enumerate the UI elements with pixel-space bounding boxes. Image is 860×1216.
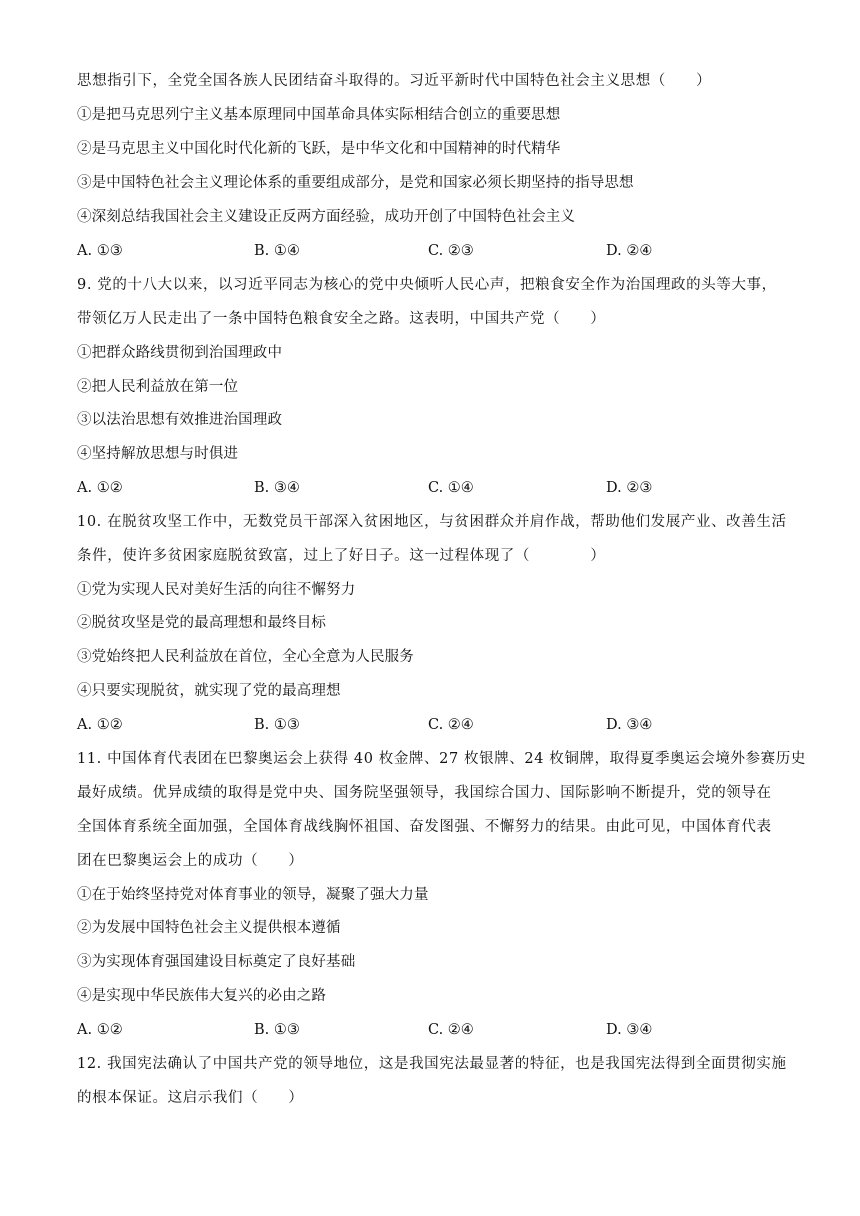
option-b: B. ①③ <box>254 717 300 733</box>
question-8-stem-line-2: 思想指引下，全党全国各族人民团结奋斗取得的。习近平新时代中国特色社会主义思想（ ） <box>77 73 712 89</box>
question-9-statement-3: ③以法治思想有效推进治国理政 <box>77 412 283 428</box>
question-8-statement-3: ③是中国特色社会主义理论体系的重要组成部分，是党和国家必须长期坚持的指导思想 <box>77 175 634 191</box>
option-a: A. ①② <box>77 1022 123 1038</box>
question-9-options <box>77 478 789 498</box>
option-c: C. ①④ <box>428 480 474 496</box>
question-8-statement-4: ④深刻总结我国社会主义建设正反两方面经验，成功开创了中国特色社会主义 <box>77 209 576 225</box>
question-10-statement-4: ④只要实现脱贫，就实现了党的最高理想 <box>77 683 341 699</box>
question-10-statement-2: ②脱贫攻坚是党的最高理想和最终目标 <box>77 615 327 631</box>
question-8-options <box>77 241 789 261</box>
option-b: B. ①④ <box>254 243 300 259</box>
option-c: C. ②④ <box>428 717 474 733</box>
option-d: D. ②③ <box>606 480 653 496</box>
option-b: B. ①③ <box>254 1022 300 1038</box>
question-12-stem-line-1: 12. 我国宪法确认了中国共产党的领导地位，这是我国宪法最显著的特征，也是我国宪法得到全面贯彻实施 <box>77 1056 787 1072</box>
option-d: D. ③④ <box>606 717 653 733</box>
question-9-statement-2: ②把人民利益放在第一位 <box>77 379 239 395</box>
question-10-stem-line-1: 10. 在脱贫攻坚工作中，无数党员干部深入贫困地区，与贫困群众并肩作战，帮助他们发展产业、改善生活 <box>77 514 787 530</box>
question-11-stem-line-2: 最好成绩。优异成绩的取得是党中央、国务院坚强领导，我国综合国力、国际影响不断提升，党的领导在 <box>77 785 772 801</box>
question-12-stem-line-2: 的根本保证。这启示我们（ ） <box>77 1090 304 1106</box>
option-c: C. ②③ <box>428 243 474 259</box>
question-11-statement-4: ④是实现中华民族伟大复兴的必由之路 <box>77 988 327 1004</box>
question-11-stem-line-4: 团在巴黎奥运会上的成功（ ） <box>77 853 304 869</box>
question-11-stem-line-1: 11. 中国体育代表团在巴黎奥运会上获得 40 枚金牌、27 枚银牌、24 枚铜牌，取得夏季奥运会境外参赛历史 <box>77 751 806 767</box>
question-11-statement-1: ①在于始终坚持党对体育事业的领导，凝聚了强大力量 <box>77 887 429 903</box>
option-b: B. ③④ <box>254 480 300 496</box>
question-11-statement-3: ③为实现体育强国建设目标奠定了良好基础 <box>77 954 356 970</box>
question-10-stem-line-2: 条件，使许多贫困家庭脱贫致富，过上了好日子。这一过程体现了（ ） <box>77 548 606 564</box>
question-9-stem-line-2: 带领亿万人民走出了一条中国特色粮食安全之路。这表明，中国共产党（ ） <box>77 311 606 327</box>
option-d: D. ②④ <box>606 243 653 259</box>
question-8-statement-1: ①是把马克思列宁主义基本原理同中国革命具体实际相结合创立的重要思想 <box>77 107 561 123</box>
question-10-statement-3: ③党始终把人民利益放在首位，全心全意为人民服务 <box>77 649 414 665</box>
question-9-statement-1: ①把群众路线贯彻到治国理政中 <box>77 345 283 361</box>
question-11-options <box>77 1020 789 1040</box>
question-9-statement-4: ④坚持解放思想与时俱进 <box>77 446 239 462</box>
option-a: A. ①③ <box>77 243 123 259</box>
question-8-statement-2: ②是马克思主义中国化时代化新的飞跃，是中华文化和中国精神的时代精华 <box>77 141 561 157</box>
question-10-statement-1: ①党为实现人民对美好生活的向往不懈努力 <box>77 582 356 598</box>
option-a: A. ①② <box>77 480 123 496</box>
question-9-stem-line-1: 9. 党的十八大以来，以习近平同志为核心的党中央倾听人民心声，把粮食安全作为治国理政的头等大事， <box>77 277 777 293</box>
question-11-statement-2: ②为发展中国特色社会主义提供根本遵循 <box>77 920 341 936</box>
option-a: A. ①② <box>77 717 123 733</box>
option-d: D. ③④ <box>606 1022 653 1038</box>
option-c: C. ②④ <box>428 1022 474 1038</box>
question-10-options <box>77 715 789 735</box>
question-11-stem-line-3: 全国体育系统全面加强，全国体育战线胸怀祖国、奋发图强、不懈努力的结果。由此可见，中国体育代表 <box>77 819 772 835</box>
